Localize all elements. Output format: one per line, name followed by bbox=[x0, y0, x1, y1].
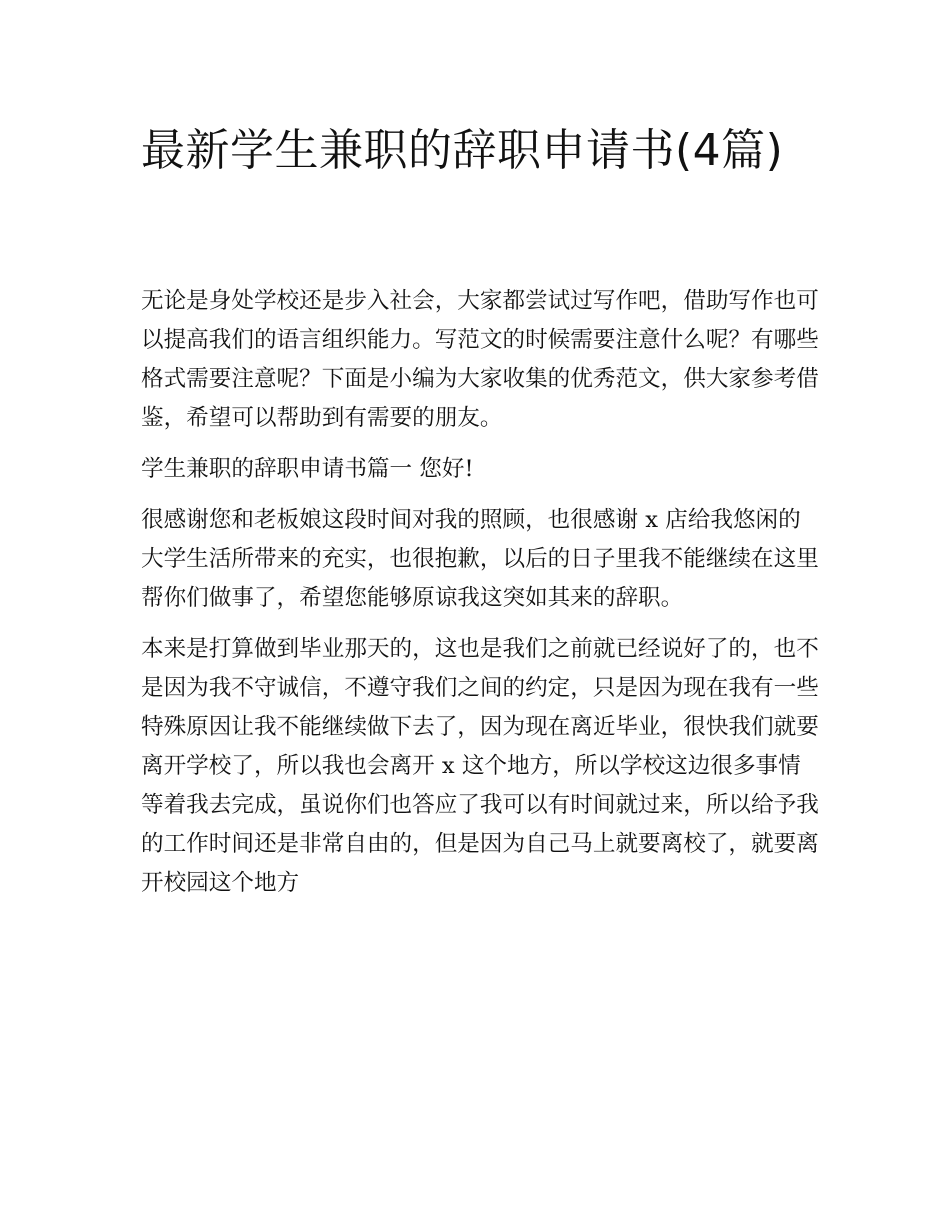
intro-paragraph: 无论是身处学校还是步入社会，大家都尝试过写作吧，借助写作也可以提高我们的语言组织能力。写范文的时候需要注意什么呢？有哪些格式需要注意呢？下面是小编为大家收集的优秀范文，供大家参考借鉴，希望可以帮助到有需要的朋友。 bbox=[141, 288, 819, 431]
body-paragraph: 本来是打算做到毕业那天的，这也是我们之前就已经说好了的，也不是因为我不守诚信，不遵守我们之间的约定，只是因为现在我有一些特殊原因让我不能继续做下去了，因为现在离近毕业，很快我们就要离开学校了，所以我也会离开 x 这个地方，所以学校这边很多事情等着我去完成，虽说你们也答应了我可以有时间就过来，所以给予我的工作时间还是非常自由的，但是因为自己马上就要离校了，就要离开校园这个地方 bbox=[141, 636, 819, 896]
section-heading-line: 学生兼职的辞职申请书篇一 您好! bbox=[141, 456, 474, 482]
document-title: 最新学生兼职的辞职申请书(4篇) bbox=[141, 125, 784, 176]
document-body bbox=[141, 282, 821, 915]
body-paragraph: 很感谢您和老板娘这段时间对我的照顾，也很感谢 x 店给我悠闲的大学生活所带来的充实，也很抱歉，以后的日子里我不能继续在这里帮你们做事了，希望您能够原谅我这突如其来的辞职。 bbox=[141, 507, 819, 611]
